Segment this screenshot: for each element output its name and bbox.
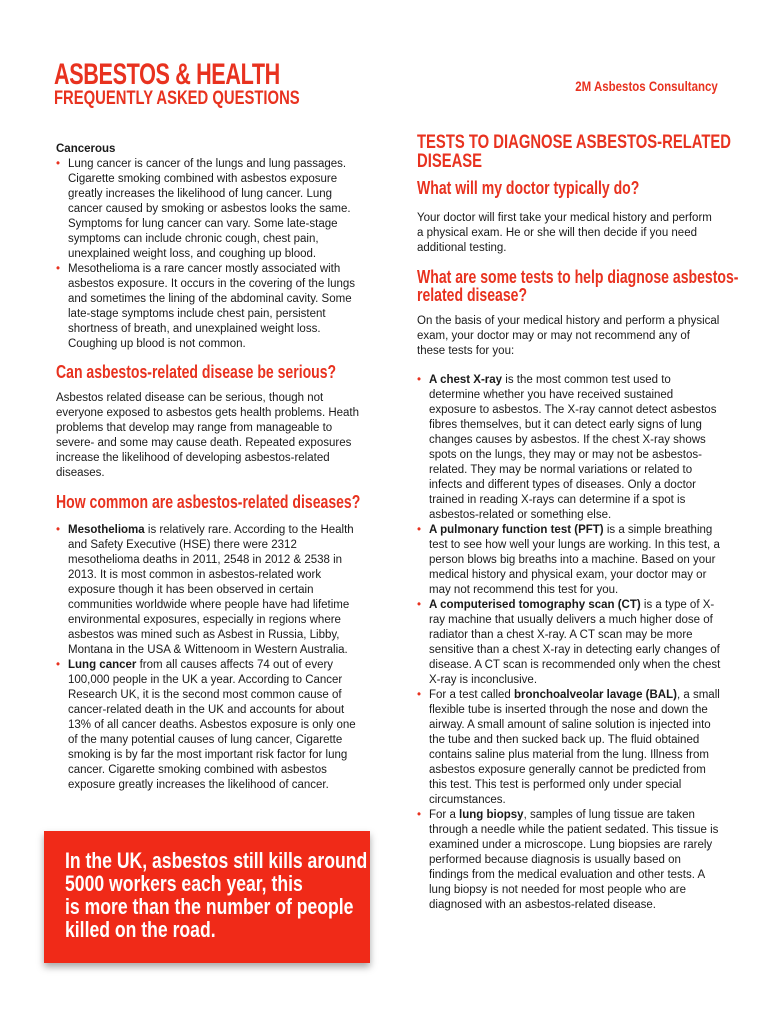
section-heading-line: TESTS TO DIAGNOSE ASBESTOS-RELATED [417,132,731,153]
list-item [417,598,721,688]
callout-line: 5000 workers each year, this [65,871,303,896]
list-item [417,808,721,913]
tests-heading [417,267,739,305]
tests-heading-line: What are some tests to help diagnose asbestos- [417,267,739,287]
list-item-text: from all causes affects 74 out of every 100,000 people in the UK a year. According to Cancer Research UK, it is the second most common cause of cancer-related death in the UK and accounts for about 13% of all cancer deaths. Asbestos exposure is only one of the many potential causes of lung cancer, Cigarette smoking is by far the most important risk factor for lung cancer. Cigarette smoking combined with asbestos exposure greatly increases the likelihood of cancer. [68,659,356,791]
section-heading-line: DISEASE [417,151,483,172]
list-item-term: A chest X-ray [429,374,503,386]
list-item [56,523,360,658]
cancerous-heading: Cancerous [56,143,116,155]
list-item-text: is relatively rare. According to the Health and Safety Executive (HSE) there were 2312 mesothelioma deaths in 2011, 2548 in 2012 & 2538 in 2013. It is most common in asbestos-related work exposure though it has been observed in certain communities worldwide where people have had lifetime environmental exposures, especially in regions where asbestos was mined such as Asbest in Russia, Libby, Montana in the USA & Wittenoom in Western Australia. [68,524,354,656]
list-item-prefix: For a [429,809,460,821]
common-list [56,523,360,793]
serious-heading: Can asbestos-related disease be serious? [56,362,337,382]
callout-line: killed on the road. [65,917,216,942]
list-item-prefix: For a test called [429,689,515,701]
list-item-text: is a type of X-ray machine that usually delivers a much higher dose of radiator than a chest X-ray. A CT scan may be more sensitive than a chest X-ray in detecting early changes of disease. A CT scan is recommended only when the chest X-ray is inconclusive. [429,599,721,686]
callout-box [44,831,370,963]
list-item-text: , samples of lung tissue are taken through a needle while the patient sedated. This tissue is examined under a microscope. Lung biopsies are rarely performed because diagnosis is usually based on findings from the medical evaluation and other tests. A lung biopsy is not needed for most people who are diagnosed with an asbestos-related disease. [429,809,719,911]
company-name: 2M Asbestos Consultancy [575,78,718,94]
doctor-paragraph: Your doctor will first take your medical history and perform a physical exam. He or she will then decide if you need additional testing. [417,212,712,254]
list-item-term: Mesothelioma [68,524,145,536]
list-item-term: lung biopsy [459,809,524,821]
tests-heading-line: related disease? [417,285,528,305]
right-column [417,132,739,913]
cancer-list [56,157,360,352]
list-item-text: is the most common test used to determine whether you have received sustained exposure to asbestos. The X-ray cannot detect asbestos fibres themselves, but it can detect early signs of lung changes causes by asbestos. If the chest X-ray shows spots on the lungs, they may or may not be asbestos-related. They may be normal variations or related to infects and different types of diseases. Only a doctor trained in reading X-rays can determine if a spot is asbestos-related or something else. [429,374,717,521]
callout-line: is more than the number of people [65,894,354,919]
tests-list [417,373,721,913]
doctor-heading: What will my doctor typically do? [417,178,640,198]
list-item [56,658,360,793]
list-item [417,373,721,523]
callout-line: In the UK, asbestos still kills around [65,848,368,873]
list-item-term: A pulmonary function test (PFT) [429,524,604,536]
page-title: ASBESTOS & HEALTH [54,58,280,91]
callout-text [65,849,367,941]
list-item: • Mesothelioma is a rare cancer mostly associated with asbestos exposure. It occurs in the covering of the lungs and sometimes the lining of the abdominal cavity. Some late-stage symptoms include chest pain, persistent shortness of breath, and unexplained weight loss. Coughing up blood is not common. [56,262,360,352]
section-heading [417,132,731,172]
list-item-text: , a small flexible tube is inserted through the nose and down the airway. A small amount of saline solution is injected into the tube and then sucked back up. The fluid obtained contains saline plus material from the lung. Illness from asbestos exposure generally cannot be predicted from this test. This test is performed only under special circumstances. [429,689,720,806]
tests-intro: On the basis of your medical history and perform a physical exam, your doctor may or may not recommend any of these tests for you: [417,315,720,357]
list-item [417,688,721,808]
serious-paragraph: Asbestos related disease can be serious, though not everyone exposed to asbestos gets health problems. Heath problems that develop may range from manageable to severe- and some may cause death. Repeated exposures increase the likelihood of developing asbestos-related diseases. [56,392,360,479]
common-heading: How common are asbestos-related diseases? [56,492,361,512]
list-item-text: is a simple breathing test to see how well your lungs are working. In this test, a person blows big breaths into a machine. Based on your medical history and physical exam, your doctor may or may not recommend this test for you. [429,524,720,596]
page-subtitle: FREQUENTLY ASKED QUESTIONS [54,88,300,109]
list-item-term: A computerised tomography scan (CT) [429,599,641,611]
list-item [417,523,721,598]
list-item: • Lung cancer is cancer of the lungs and lung passages. Cigarette smoking combined with asbestos exposure greatly increases the likelihood of lung cancer. Lung cancer caused by smoking or asbestos looks the same. Symptoms for lung cancer can vary. Some late-stage symptoms can include chronic cough, chest pain, unexplained weight loss, and coughing up blood. [56,157,360,262]
left-column [56,136,360,793]
list-item-term: Lung cancer [68,659,137,671]
list-item-term: bronchoalveolar lavage (BAL) [514,689,677,701]
